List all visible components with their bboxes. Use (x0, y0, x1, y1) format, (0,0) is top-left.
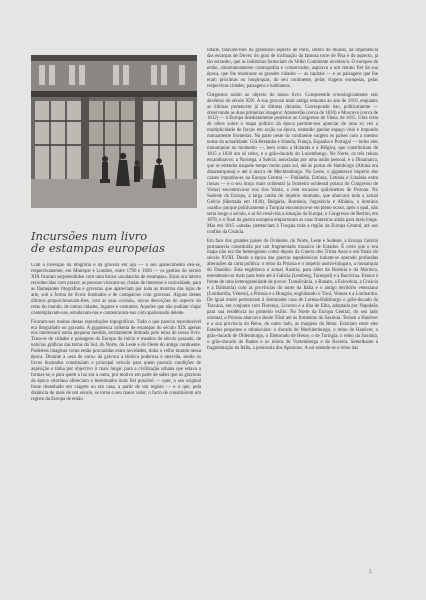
page-number: 5 (369, 570, 372, 575)
right-text-column (207, 48, 378, 588)
right-paragraph-1: lidade, falavam-lhes do grandioso aspecto de Paris, centro do mundo, da imponência das escarpas de Dover, do grau de inclinação da famosa torre de Pisa e do aspecto, já tão estranho, que as indústrias forneciam do Velho Continente novelesco. O europeu de então, simultaneamente cosmopolita e conservador, aspirava a um retrato fiel da sua época, que lhe mostrasse as grandes cidades — as capitais — e as paisagens que lhe eram próximas ou longínquas, do seu continente, pelas viagens europeias, pelas respectivas cidades, paisagens e habitantes. (207, 48, 378, 89)
left-text-column (31, 263, 201, 578)
left-paragraph-1: Com a invenção da litografia e da gravura em aço — o seu aparecimento deu-se, respectivamente, em Munique e Londres, entre 1796 e 1820 — os gentios do século XIX ficaram surpreendidos com uma bruxa «avalancha de estampas». Estas ora inteiro reconhecidas com prazer; as pessoas viravam-se, cheias de interesse e curiosidade, para as flamejantes litografias e gravuras que apareciam por toda as montras das lojas de arte, sob a forma de livros ilustrados e de cartapácios com gravuras. Alguns destes últimos proporcionavam-lhes, com as suas «vistas», novas descrições do aspecto do resto do mundo, de outras cidades, lugares e costumes. Aqueles que não podiam viajar contemplavam-nas, estudavam-nas e contentavam-nas com apaixonado deleite. (31, 263, 201, 316)
section-heading-line-2: de estampas europeias (31, 241, 165, 255)
left-paragraph-2: Ficaram-nos muitas destas reproduções topográficas. Tudo o que parecia reproduzível era litografado ou gravado. A gigantesca colheita de estampas do século XIX apenas nos interessará numa pequena medida, estritamente limitada pelo tema do nosso livro. Trata-se de cidades e paisagens da Europa do início e meados do século passado, de notícias gráficas das terras do Sul, do Norte, do Leste e do Oeste do antigo continente. Podemos imaginar como então procuradas eram novidades, tinha o velho mundo nessa época. Durante a «era de ouro» da gravura a técnica poderosa e atrevida, sendo os livros ilustrados constituíam o principal veículo para quem possuía condições de aquisição e tinha por objectivo ir mais longe: para a civilização urbana que estava a formar-se, e para quem a luz era a outra, por motivo em parte de saber que as gravuras da época vitoriana ofereciam o testemunho mais fiel possível — quer, o seu original fosse desenhado em viagem ou em casa, a partir de um registo — e o que, pela distância de mais de um século, se torna o seu maior valor, o facto de constituírem um registo da Europa de então. (31, 319, 201, 402)
section-heading-line-1: Incursões num livro (31, 229, 148, 243)
right-paragraph-3: Em face dos grandes países do Ocidente, do Norte, Leste e Sudeste, a Europa Central permanecia constituída por um fragmentado mosaico de Estados. É certo que o seu mapa não era tão heterogéneo como depois da Guerra dos Trinta Anos e em finais do século XVIII. Desde a época das guerras napoleónicas tinham-se operado profundas alterações da carta política: o reino da Prússia e o império austro-húngaro, a monarquia do Danúbio. Esta englobava a actual Áustria, para além da Boémia e da Morávia, estendendo-se mais para leste até à Galícia (Lemberg, Tarnopol) e à Bucóvina. Estava à frente de uma heterogeneidade de povos: Transilvânia, o Banato, a Eslovénia, a Croácia e a Dalmácia) com as províncias do norte da Itália e o antigo território veneziano (Lombardia, Véneto), a Prússia e a Hungria, englobando o Tirol, Veneza e a Lombardia. De igual modo pertenciam à dominante casa de Lorena-Habsburgo o grão-ducado da Toscana, em conjunto com Florença, Livorno e a ilha de Elba, adoptada por Napoleão para sua residência no primeiro exílio. No Norte da Europa Central, do seu lado oriental, a Prússia abarcava desde Tilsit até às fronteiras da Saxónia. Teriam a Hanôver e a sua província do Reno, do outro lado, as margens do Reno. Existiam entre eles Estados pequenos e minúsculos: o ducado de Mecklemburgo, o reino de Hanôver, o grão-ducado de Oldemburgo, o Eleitorado de Hesse, o de Turíngia, o reino da Saxónia, o grão-ducado de Baden e os reinos de Vurtemberga e da Baviera. Semelhante à fragmentação da Itália, a península dos Apeninos. A sul estende-se o reino das (207, 238, 378, 351)
shop-front-photo (31, 55, 197, 208)
section-heading (31, 230, 201, 254)
right-paragraph-2: Chegamos assim ao objecto do nosso livro. Compreende cronologicamente seis decénios do século XIX. A sua gravura mais antiga remonta ao ano de 1810, enquanto as últimas pertencem já às últimas décadas. Corresponde isto, politicamente — observando as duas primeiras imagens: Amsterdão (cerca de 1810) e Moscovo (cerca de 1812) — à Europa imediatamente posterior ao Congresso de Viena, de 1815. Uma vista de olhos sobre o mapa político da época permite-nos apreciar de uma só vez a multiplicidade de forças em acção na época, tentando ganhar espaço vital e impondo mutuamente fronteiras. Na parte oeste do continente surgem os países com o mesmo nome da actualidade: Grã-Bretanha e Irlanda, França, Espanha e Portugal — todos eles monarquias no momento —, bem como a Holanda e a Bélgica, que constituíram de 1815 a 1830 um só reino, e o grão-ducado do Luxemburgo. No Norte, os três reinos escandinavos: a Noruega, a Suécia, associadas por uma união pessoal, e a Dinamarca, que se estendia naquele tempo muito para sul, até às portas de Hamburgo (Altona era dinamarquesa) e até à marca de Mecklenburgo. No Leste, o gigantesco império dos czares impunha-se na Europa Central — Finlândia, Estónia, Letónia e Lituânia eram russas — e o seu braço mais ocidental (a fronteira ocidental polaca do Congresso de Viena) encontrava-se nos rios Warta, a cem escassos quilómetros de Poznan. No Sudeste da Europa, a larga cunha do império otomano, que abarcava toda a actual Grécia (libertada em 1830), Bulgária, Roménia, Jugoslávia e Albânia, o domínio «saído» porque politicamente a Turquia encontrava-se em pleno ocaso, após o qual, não seria longo o século, e ai foi resolvida a situação da Europa; o Congresso de Berlim, em 1878, e o final da guerra europeia empurraram as suas fronteiras ainda para mais longe. Mas em 1815 «ainda» pertenciam à Turquia toda a região da Europa Central, até aos confins da Croácia. (207, 92, 378, 235)
